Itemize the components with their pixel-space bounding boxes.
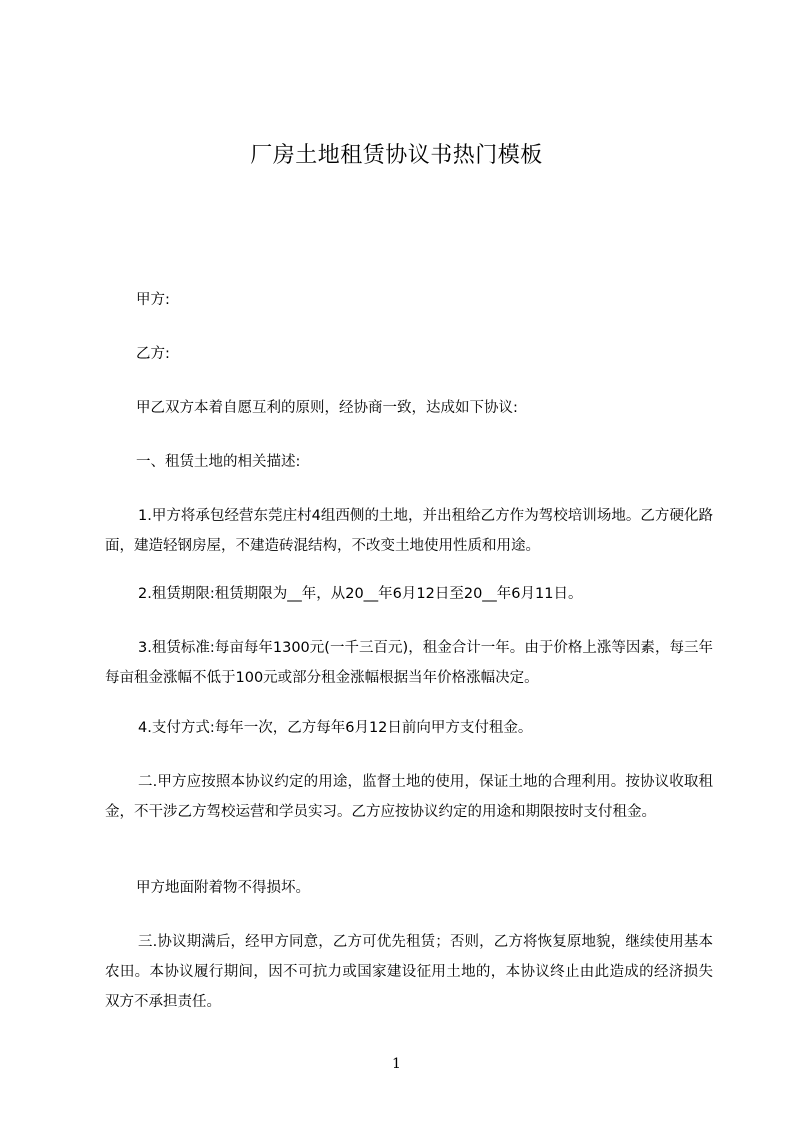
document-title: 厂房土地租赁协议书热门模板: [250, 143, 543, 168]
clause-3-rent-standard: 3.租赁标准:每亩每年1300元(一千三百元)，租金合计一年。由于价格上涨等因素，每三年每亩租金涨幅不低于100元或部分租金涨幅根据当年价格涨幅决定。: [105, 640, 713, 686]
clause-2-lease-term: 2.租赁期限:租赁期限为__年，从20__年6月12日至20__年6月11日。: [138, 586, 583, 602]
clause-1-land-description: 1.甲方将承包经营东莞庄村4组西侧的土地，并出租给乙方作为驾校培训场地。乙方硬化路面，建造轻钢房屋，不建造砖混结构，不改变土地使用性质和用途。: [105, 508, 713, 554]
agreement-intro: 甲乙双方本着自愿互利的原则，经协商一致，达成如下协议:: [136, 400, 518, 416]
party-b-line: 乙方:: [136, 346, 170, 362]
section-three-expiry: 三.协议期满后，经甲方同意，乙方可优先租赁；否则，乙方将恢复原地貌，继续使用基本农田。本协议履行期间，因不可抗力或国家建设征用土地的，本协议终止由此造成的经济损失双方不承担责任。: [105, 934, 713, 1010]
page-number: 1: [392, 1056, 401, 1072]
section-one-heading: 一、租赁土地的相关描述:: [136, 454, 301, 470]
clause-4-payment-method: 4.支付方式:每年一次，乙方每年6月12日前向甲方支付租金。: [138, 720, 533, 736]
attachments-clause: 甲方地面附着物不得损坏。: [136, 880, 310, 896]
party-a-line: 甲方:: [136, 292, 170, 308]
section-two-obligations: 二.甲方应按照本协议约定的用途，监督土地的使用，保证土地的合理利用。按协议收取租金，不干涉乙方驾校运营和学员实习。乙方应按协议约定的用途和期限按时支付租金。: [105, 774, 713, 820]
